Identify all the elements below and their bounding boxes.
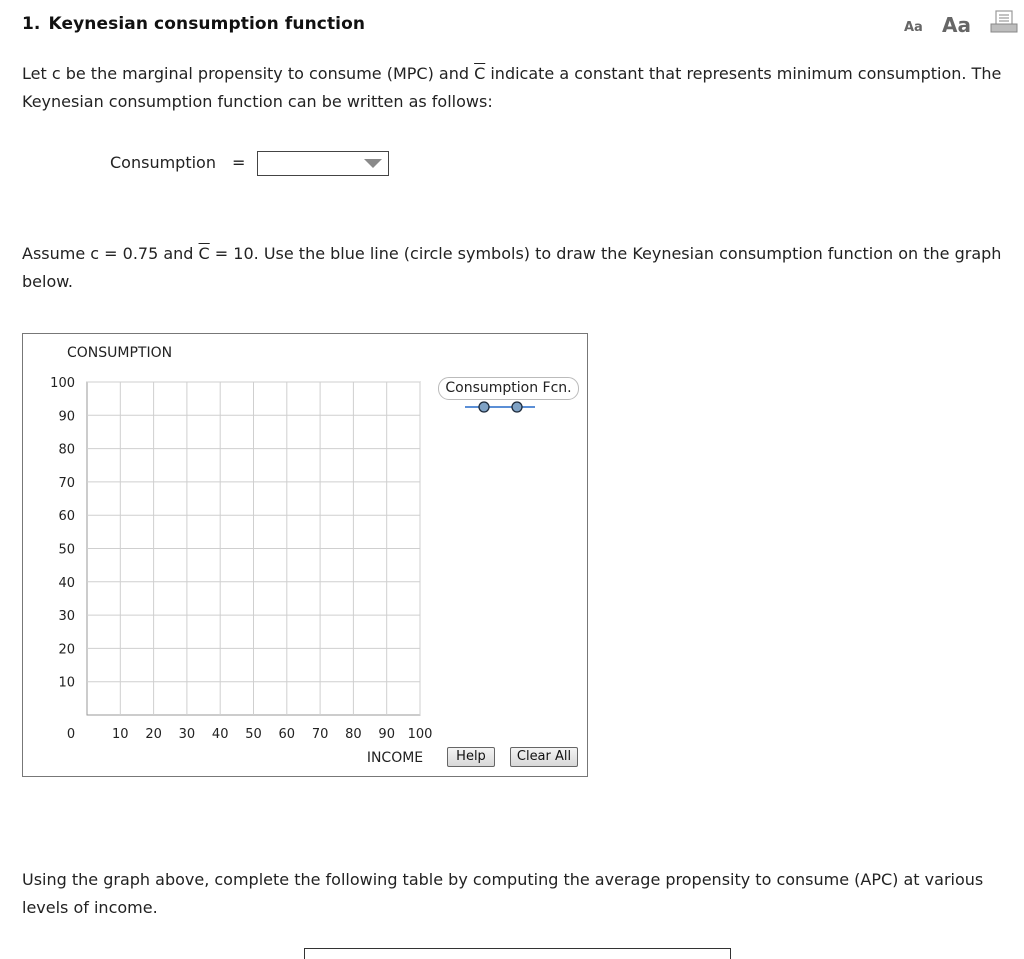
y-axis-title: CONSUMPTION: [67, 345, 173, 361]
y-tick-labels: [50, 376, 75, 691]
x-tick-label: 40: [211, 727, 229, 742]
question-title: [22, 14, 365, 34]
origin-label: 0: [66, 727, 76, 742]
consumption-line-tool-icon[interactable]: [463, 397, 539, 417]
intro-text-1: Let c be the marginal propensity to consume (MPC) and: [22, 64, 475, 83]
y-tick-label: 80: [58, 442, 75, 458]
table-prompt-paragraph: Using the graph above, complete the following table by computing the average propensity to consume (APC) at various levels of income.: [22, 870, 984, 917]
y-tick-label: 90: [58, 409, 75, 425]
clear-all-button[interactable]: Clear All: [510, 747, 578, 767]
y-tick-label: 20: [58, 642, 75, 658]
chevron-down-icon: [364, 159, 382, 168]
assume-text-1: Assume c = 0.75 and: [22, 244, 199, 263]
y-tick-label: 30: [58, 609, 75, 625]
legend-consumption-fcn[interactable]: Consumption Fcn.: [438, 377, 579, 400]
print-icon[interactable]: [990, 10, 1018, 34]
graph-panel: [22, 333, 588, 777]
y-tick-label: 70: [58, 475, 75, 491]
x-tick-label: 50: [245, 727, 262, 742]
y-tick-label: 60: [58, 509, 75, 525]
x-tick-label: 30: [178, 727, 196, 742]
question-title-text: Keynesian consumption function: [48, 14, 366, 34]
y-tick-label: 40: [58, 575, 75, 591]
font-size-large-button[interactable]: Aa: [942, 13, 971, 37]
intro-text-2: indicate a constant that represents minimum consumption. The Keynesian consumption function can be written as follows:: [22, 64, 1002, 111]
assume-text-2: = 10. Use the blue line (circle symbols) to draw the Keynesian consumption function on the graph below.: [22, 244, 1002, 291]
c-bar-symbol-2: $\overline{C}$: [198, 244, 210, 263]
y-tick-label: 50: [58, 542, 75, 558]
apc-table: [304, 948, 731, 959]
x-tick-labels: [112, 727, 432, 742]
assume-paragraph: [22, 240, 1012, 296]
x-tick-label: 10: [112, 727, 129, 742]
x-tick-label: 70: [311, 727, 329, 742]
font-size-small-button[interactable]: Aa: [904, 20, 923, 35]
c-bar-symbol: $\overline{C}$: [474, 64, 486, 83]
x-tick-label: 20: [145, 727, 162, 742]
x-tick-label: 100: [407, 727, 433, 742]
x-axis-title: INCOME: [366, 750, 424, 766]
x-tick-label: 60: [278, 727, 296, 742]
y-tick-label: 100: [50, 376, 75, 391]
equation-equals: =: [232, 153, 246, 172]
y-tick-label: 10: [58, 675, 75, 691]
intro-paragraph: [22, 60, 1012, 116]
x-tick-label: 90: [378, 727, 395, 742]
grid-lines: [87, 382, 420, 715]
help-button[interactable]: Help: [447, 747, 495, 767]
question-number: 1.: [22, 14, 41, 34]
equation-label: Consumption: [110, 153, 216, 172]
x-tick-label: 80: [345, 727, 362, 742]
consumption-formula-dropdown[interactable]: [257, 151, 389, 176]
